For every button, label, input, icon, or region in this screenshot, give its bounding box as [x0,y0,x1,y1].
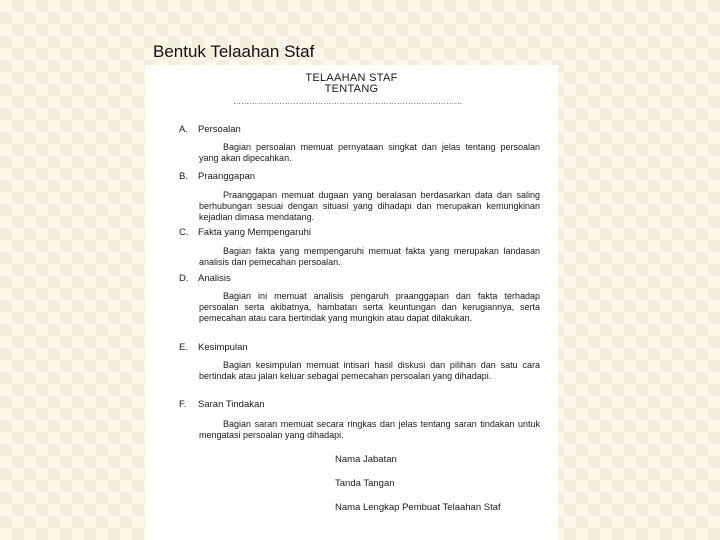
section-letter: D. [179,273,189,284]
signature-full-name: Nama Lengkap Pembuat Telaahan Staf [335,502,501,513]
section-title: Persoalan [198,124,241,135]
signature-position: Nama Jabatan [335,454,397,465]
document-header [145,73,558,95]
document-title: TELAAHAN STAF [305,72,398,84]
slide-title: Bentuk Telaahan Staf [153,42,315,61]
section-text-d: Bagian ini memuat analisis pengaruh praanggapan dan fakta terhadap persoalan serta akibatnya, hambatan serta keuntungan dan kerugiannya, serta pemecahan atau cara bertindak yang mungkin atau dapat dilakukan. [199,291,540,323]
section-letter: C. [179,227,189,238]
section-heading-b [179,171,255,182]
section-letter: A. [179,124,188,135]
signature-sign: Tanda Tangan [335,478,395,489]
section-letter: F. [179,399,187,410]
section-heading-e [179,342,248,353]
section-title: Praanggapan [198,171,256,182]
document-dotted-line: ………………………………………………………………………… [233,97,463,106]
section-letter: B. [179,171,188,182]
section-title: Fakta yang Mempengaruhi [198,227,312,238]
section-heading-c [179,227,311,238]
section-title: Analisis [198,273,231,284]
section-text-c: Bagian fakta yang mempengaruhi memuat fakta yang merupakan landasan analisis dan pemecahan persoalan. [199,246,540,267]
section-text-b: Praanggapan memuat dugaan yang beralasan berdasarkan data dan saling berhubungan sesuai dengan situasi yang dihadapi dan merupakan kemungkinan kejadian dimasa mendatang. [199,190,540,222]
section-heading-a [179,124,241,135]
section-letter: E. [179,342,188,353]
section-text-f: Bagian saran memuat secara ringkas dan jelas tentang saran tindakan untuk mengatasi persoalan yang dihadapi. [199,419,540,440]
section-text-a: Bagian persoalan memuat pernyataan singkat dan jelas tentang persoalan yang akan dipecahkan. [199,142,540,163]
document-image [145,65,558,540]
section-text-e: Bagian kesimpulan memuat intisari hasil diskusi dan pilihan dan satu cara bertindak atau jalan keluar sebagai pemecahan persoalan yang dihadapi. [199,360,540,381]
section-heading-d [179,273,231,284]
document-subtitle: TENTANG [324,83,379,95]
section-title: Saran Tindakan [198,399,265,410]
section-title: Kesimpulan [198,342,248,353]
section-heading-f [179,399,265,410]
